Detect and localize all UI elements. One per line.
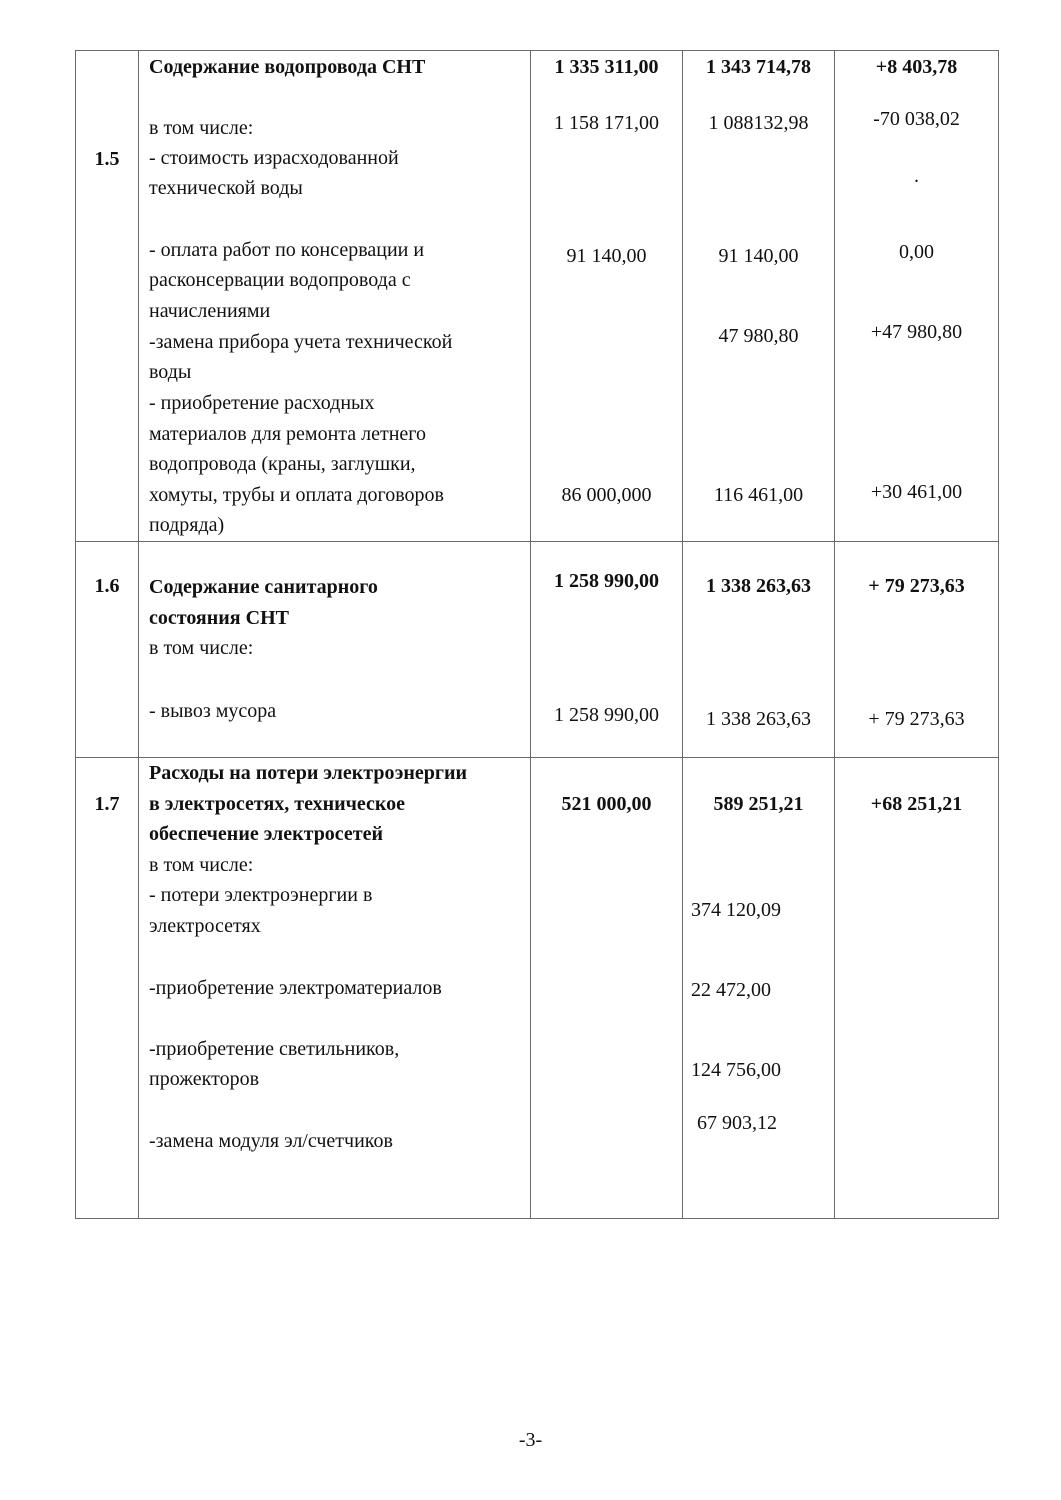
row-number: 1.7	[94, 793, 120, 815]
diff-cell	[835, 542, 999, 758]
total-plan: 521 000,00	[561, 793, 652, 815]
table-row	[76, 758, 999, 1219]
section-title: Расходы на потери электроэнергии	[149, 762, 467, 784]
item-actual: 116 461,00	[713, 484, 804, 506]
item-diff: 0,00	[899, 241, 934, 263]
section-title: Содержание водопровода СНТ	[149, 56, 426, 78]
item-plan: 1 258 990,00	[554, 704, 659, 726]
section-title: обеспечение электросетей	[149, 823, 384, 845]
row-number: 1.6	[94, 575, 120, 597]
row-number-cell	[76, 542, 139, 758]
item-actual: 47 980,80	[718, 325, 799, 347]
item-plan: 91 140,00	[566, 245, 647, 267]
total-plan: 1 335 311,00	[554, 56, 659, 78]
diff-cell	[835, 758, 999, 1219]
item-text: технической воды	[149, 177, 303, 199]
item-text: в том числе:	[149, 854, 254, 876]
item-actual: 22 472,00	[691, 979, 771, 1001]
total-actual: 1 338 263,63	[706, 575, 811, 597]
section-title: Содержание санитарного	[149, 576, 378, 598]
description-cell	[139, 758, 531, 1219]
item-text: -приобретение светильников,	[149, 1038, 400, 1060]
item-text: водопровода (краны, заглушки,	[149, 453, 416, 475]
item-text: - стоимость израсходованной	[149, 147, 399, 169]
item-actual: 1 088132,98	[708, 112, 809, 134]
total-plan: 1 258 990,00	[554, 570, 659, 592]
item-diff: +30 461,00	[870, 481, 963, 503]
row-number: 1.5	[94, 148, 120, 170]
description-cell	[139, 542, 531, 758]
diff-cell	[835, 51, 999, 542]
page-number: -3-	[518, 1429, 543, 1451]
item-diff: +47 980,80	[870, 321, 963, 343]
item-text: расконсервации водопровода с	[149, 269, 411, 291]
item-text: -приобретение электроматериалов	[149, 977, 442, 999]
table-row	[76, 51, 999, 542]
plan-cell	[531, 51, 683, 542]
item-text: подряда)	[149, 514, 225, 536]
total-diff: + 79 273,63	[868, 575, 965, 597]
plan-cell	[531, 542, 683, 758]
actual-cell	[683, 542, 835, 758]
item-text: -замена модуля эл/счетчиков	[149, 1130, 393, 1152]
item-text: начислениями	[149, 300, 271, 322]
section-title: в электросетях, техническое	[149, 793, 406, 815]
item-text: - вывоз мусора	[149, 700, 277, 722]
item-actual: 91 140,00	[718, 245, 799, 267]
description-cell	[139, 51, 531, 542]
item-text: - приобретение расходных	[149, 392, 375, 414]
item-text: - оплата работ по консервации и	[149, 239, 425, 261]
plan-cell	[531, 758, 683, 1219]
item-text: воды	[149, 361, 192, 383]
actual-cell	[683, 51, 835, 542]
item-text: электросетях	[149, 915, 261, 937]
budget-table	[75, 50, 999, 1219]
total-diff: +8 403,78	[875, 56, 958, 78]
item-text: -замена прибора учета технической	[149, 331, 453, 353]
item-plan: 86 000,000	[561, 484, 652, 506]
item-diff-mark: .	[914, 165, 919, 187]
row-number-cell	[76, 51, 139, 542]
item-text: прожекторов	[149, 1068, 260, 1090]
actual-cell	[683, 758, 835, 1219]
item-plan: 1 158 171,00	[554, 112, 659, 134]
item-text: в том числе:	[149, 117, 254, 139]
item-diff: -70 038,02	[873, 108, 960, 130]
item-actual: 124 756,00	[691, 1059, 781, 1081]
total-actual: 589 251,21	[713, 793, 804, 815]
table-row	[76, 542, 999, 758]
total-diff: +68 251,21	[870, 793, 963, 815]
row-number-cell	[76, 758, 139, 1219]
item-text: в том числе:	[149, 637, 254, 659]
item-actual: 374 120,09	[691, 899, 781, 921]
item-actual: 67 903,12	[697, 1112, 777, 1134]
item-text: хомуты, трубы и оплата договоров	[149, 484, 444, 506]
item-actual: 1 338 263,63	[706, 708, 811, 730]
item-text: - потери электроэнергии в	[149, 884, 373, 906]
item-text: материалов для ремонта летнего	[149, 423, 427, 445]
section-title: состояния СНТ	[149, 607, 289, 629]
item-diff: + 79 273,63	[868, 708, 965, 730]
total-actual: 1 343 714,78	[706, 56, 811, 78]
